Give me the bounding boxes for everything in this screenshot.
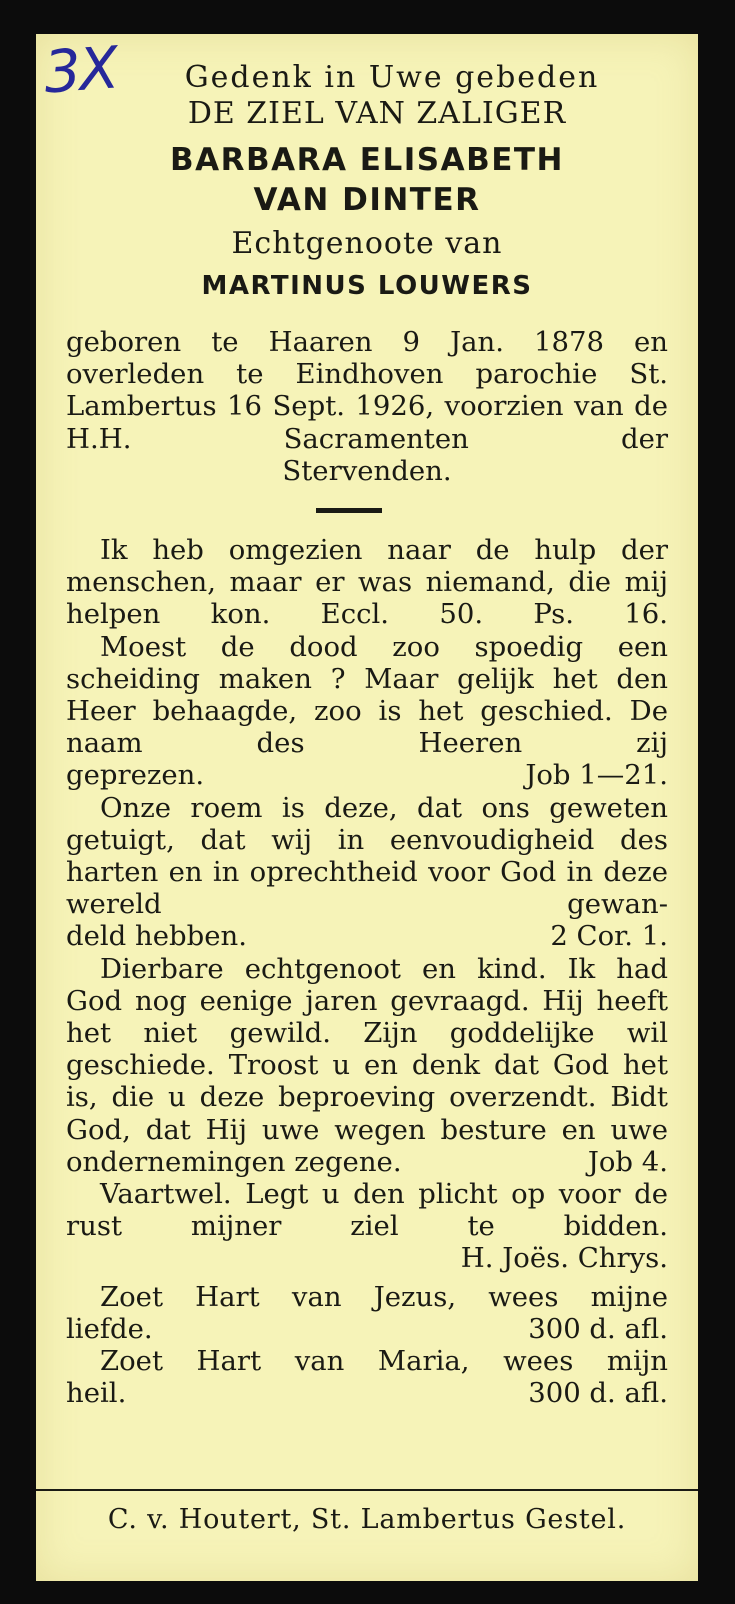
verse-3-end-row <box>66 920 668 952</box>
verse-2-end-row <box>66 759 668 791</box>
deceased-name-line1: BARBARA ELISABETH <box>170 142 564 178</box>
verse-4-end: ondernemingen zegene. <box>66 1145 402 1178</box>
bio-last-line: Stervenden. <box>282 454 452 487</box>
prayer-2-end: heil. <box>66 1377 127 1410</box>
verses-block <box>66 534 668 1409</box>
divider <box>316 508 382 513</box>
verse-4-end-row <box>66 1146 668 1178</box>
prayer-intro: Gedenk in Uwe gebeden <box>184 60 600 95</box>
verse-3: Onze roem is deze, dat ons geweten getuigt, dat wij in eenvoudigheid des harten en in oprechtheid voor God in deze wereld gewan- <box>66 791 668 921</box>
bio-block <box>66 326 668 487</box>
verse-5-ref: H. Joës. Chrys. <box>460 1242 668 1275</box>
spouse-name: MARTINUS LOUWERS <box>201 271 533 301</box>
prayer-2: Zoet Hart van Maria, wees mijn <box>100 1345 668 1378</box>
verse-3-ref: 2 Cor. 1. <box>550 920 668 953</box>
prayer-1: Zoet Hart van Jezus, wees mijne <box>100 1280 668 1313</box>
bio-text: geboren te Haaren 9 Jan. 1878 en overleden te Eindhoven parochie St. Lambertus 16 Sept. 1926, voorzien van de H.H. Sacramenten der <box>66 326 668 455</box>
printer-credit: C. v. Houtert, St. Lambertus Gestel. <box>107 1504 627 1535</box>
verse-4: Dierbare echtgenoot en kind. Ik had God nog eenige jaren gevraagd. Hij heeft het niet gewild. Zijn goddelijke wil geschiede. Troost u en denk dat God het is, die u deze beproeving overzendt. Bidt God, dat Hij uwe wegen besture en uwe <box>66 952 668 1146</box>
verse-2-end: geprezen. <box>66 759 205 792</box>
verse-2-ref: Job 1—21. <box>525 759 668 792</box>
verse-5: Vaartwel. Legt u den plicht op voor de rust mijner ziel te bidden. <box>66 1178 668 1243</box>
soul-of-deceased: DE ZIEL VAN ZALIGER <box>187 96 567 131</box>
verse-1: Ik heb omgezien naar de hulp der menschen, maar er was niemand, die mij helpen kon. Eccl. 50. Ps. 16. <box>66 534 668 631</box>
prayer-1-end: liefde. <box>66 1312 153 1345</box>
deceased-name-line2: VAN DINTER <box>253 182 481 218</box>
verse-2: Moest de dood zoo spoedig een scheiding maken ? Maar gelijk het den Heer behaagde, zoo is het geschied. De naam des Heeren zij <box>66 630 668 760</box>
handwritten-note: 3X <box>41 34 119 107</box>
spouse-intro: Echtgenoote van <box>231 226 503 261</box>
bottom-divider <box>36 1489 698 1491</box>
card-header <box>36 60 698 306</box>
prayer-2-indulgence: 300 d. afl. <box>528 1377 668 1410</box>
verse-3-end: deld hebben. <box>66 920 247 953</box>
prayer-1-indulgence: 300 d. afl. <box>528 1312 668 1345</box>
prayer-1-end-row <box>66 1313 668 1345</box>
verse-4-ref: Job 4. <box>587 1145 668 1178</box>
prayer-2-end-row <box>66 1377 668 1409</box>
memorial-card <box>36 34 698 1581</box>
